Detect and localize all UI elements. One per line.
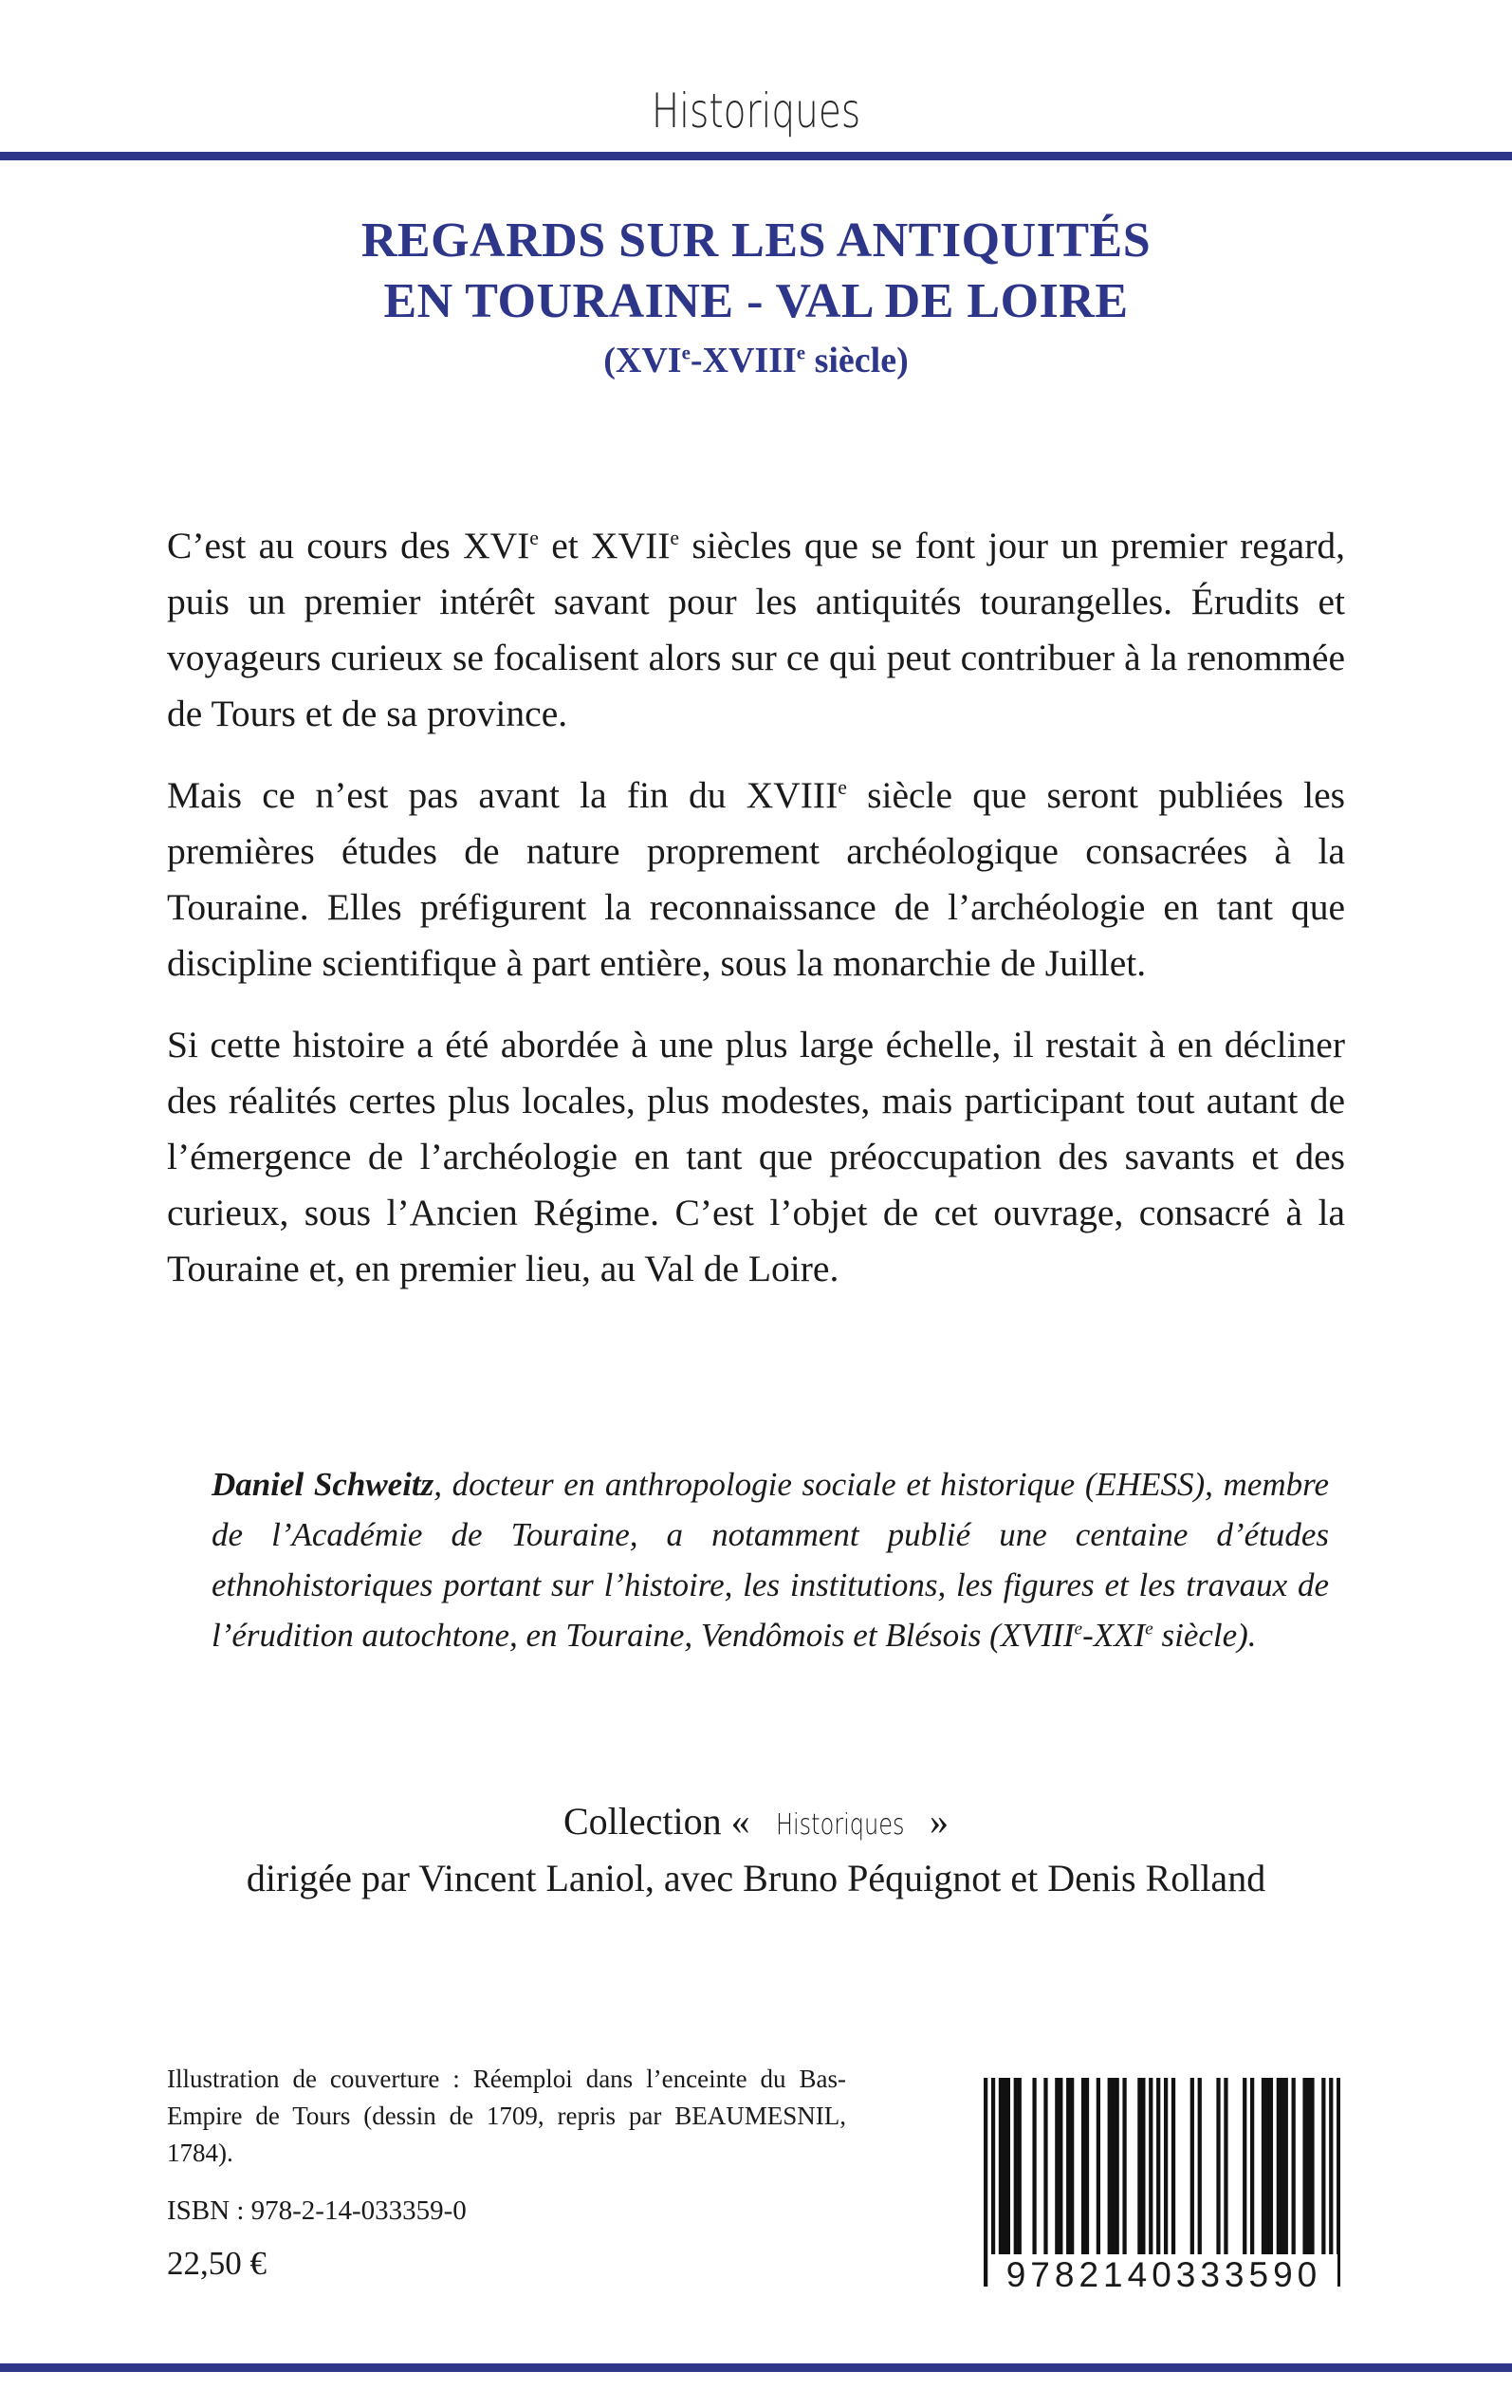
collection-info [0,1795,1512,1905]
title-block [0,211,1512,385]
barcode-bar [984,2078,987,2287]
bottom-rule [0,2363,1512,2372]
title-line-1: REGARDS SUR LES ANTIQUITÉS [360,213,1152,268]
collection-logo: Historiques [775,1808,905,1842]
author-name: Daniel Schweitz [212,1466,434,1503]
barcode-number: 9782140333590 [990,2254,1337,2296]
isbn: ISBN : 978-2-14-033359-0 [167,2195,467,2226]
blurb-paragraph-2: Mais ce n’est pas avant la fin du XVIIIe siècle que seront publiées les premières études de nature proprement archéologique consacrées à la Touraine. Elles préfigurent la reconnaissance de l’archéologie en tant que discipline scientifique à part entière, sous la monarchie de Juillet. [167,774,1345,984]
top-rule [0,152,1512,160]
subtitle: (XVIe-XVIIIe siècle) [603,341,909,380]
collection-directors: dirigée par Vincent Laniol, avec Bruno Péquignot et Denis Rolland [246,1857,1266,1899]
cover-illustration-credit: Illustration de couverture : Réemploi dans l’enceinte du Bas-Empire de Tours (dessin de 1709, repris par BEAUMESNIL, 1784). [167,2065,846,2167]
price: 22,50 € [167,2245,267,2282]
author-bio: Daniel Schweitz, docteur en anthropologie sociale et historique (EHESS), membre de l’Académie de Touraine, a notamment publié une centaine d’études ethnohistoriques portant sur l’histoire, les institutions, les figures et les travaux de l’érudition autochtone, en Touraine, Vendômois et Blésois (XVIIIe-XXIe siècle). [212,1466,1329,1654]
series-logo: Historiques [651,83,861,139]
collection-line-1: Collection « Historiques » [0,1795,1512,1852]
blurb [167,518,1345,1323]
blurb-paragraph-3: Si cette histoire a été abordée à une plus large échelle, il restait à en décliner des réalités certes plus locales, plus modestes, mais participant tout autant de l’émergence de l’archéologie en tant que préoccupation des savants et des curieux, sous l’Ancien Régime. C’est l’objet de cet ouvrage, consacré à la Touraine et, en premier lieu, au Val de Loire. [167,1024,1345,1289]
title-line-2: EN TOURAINE - VAL DE LOIRE [383,274,1129,328]
blurb-paragraph-1: C’est au cours des XVIe et XVIIe siècles que se font jour un premier regard, puis un premier intérêt savant pour les antiquités tourangelles. Érudits et voyageurs curieux se focalisent alors sur ce qui peut contribuer à la renommée de Tours et de sa province. [167,525,1345,734]
